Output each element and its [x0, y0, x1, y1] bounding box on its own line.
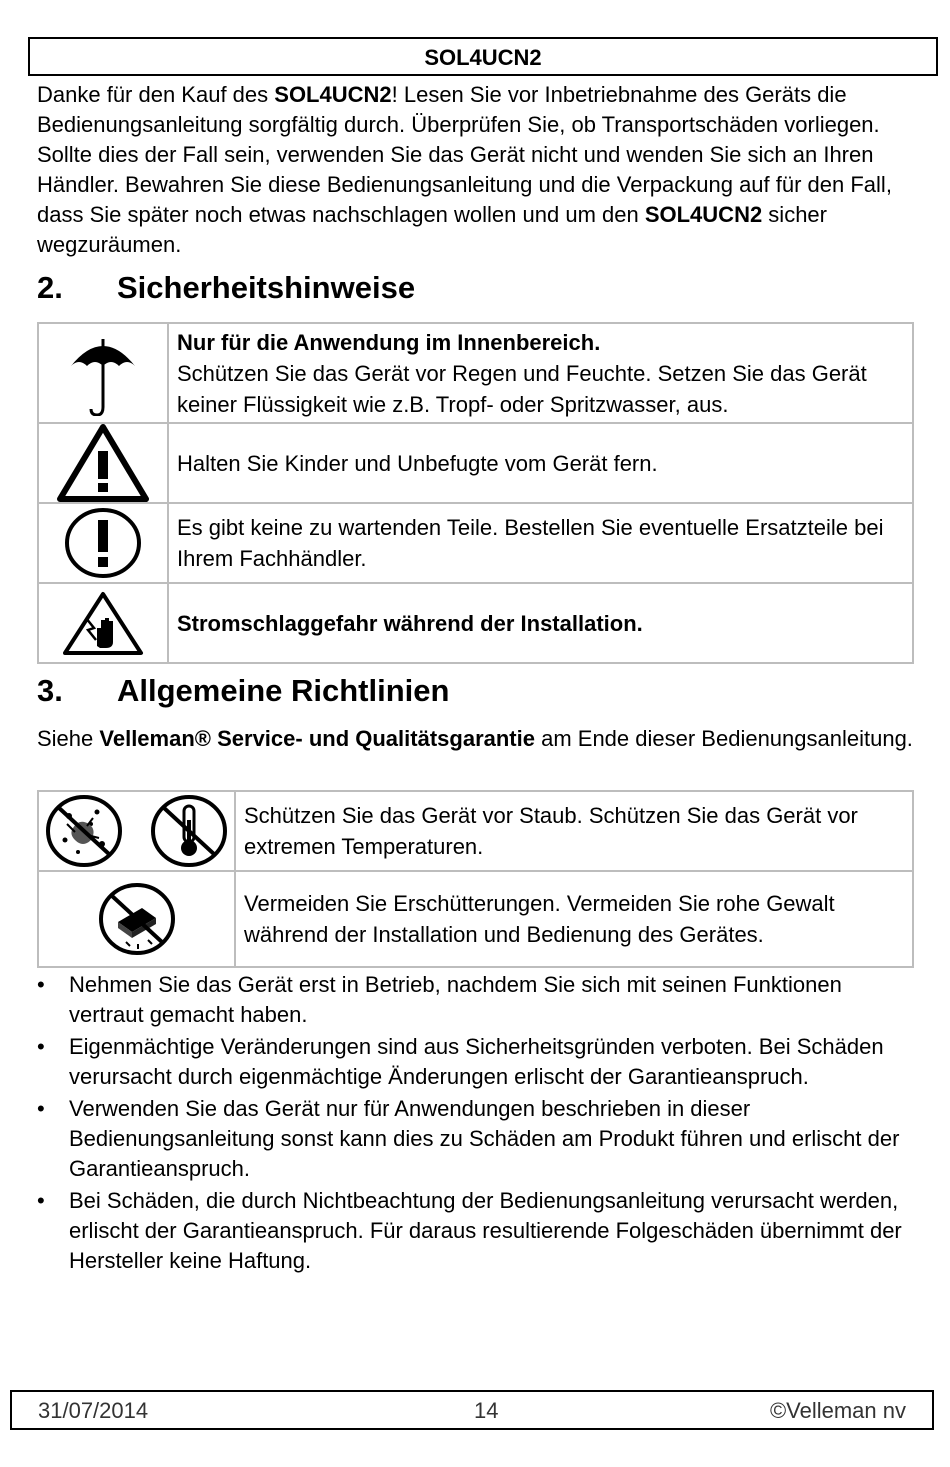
section-3-heading	[37, 673, 449, 709]
guideline-row	[38, 871, 913, 967]
general-guidelines-intro	[37, 724, 917, 754]
safety-table	[37, 322, 914, 664]
bullet-text: Verwenden Sie das Gerät nur für Anwendungen beschrieben in dieser Bedienungsanleitung sonst kann dies zu Schäden am Produkt führen und erlischt der Garantieanspruch.	[69, 1096, 900, 1181]
indoor-use-text: Schützen Sie das Gerät vor Regen und Feuchte. Setzen Sie das Gerät keiner Flüssigkeit wie z.B. Tropf- oder Spritzwasser, aus.	[177, 360, 867, 417]
intro-text-1: Danke für den Kauf des	[37, 82, 275, 107]
list-item	[37, 970, 917, 1030]
no-temperature-icon	[150, 794, 228, 868]
list-item	[37, 1032, 917, 1092]
intro-model-1: SOL4UCN2	[274, 82, 392, 107]
guideline-text-cell	[235, 791, 913, 871]
section-2-title: Sicherheitshinweise	[117, 270, 416, 305]
intro-text-2: ! Lesen Sie vor Inbetriebnahme des Geräts die Bedienungsanleitung sorgfältig durch. Überprüfen Sie, ob Transportschäden vorliegen. Sollte dies der Fall sein, verwenden Sie das Gerät nicht und wenden Sie sich an Ihren Händler. Bewahren Sie diese Bedienungsanleitung und die Verpackung auf für den Fall, dass Sie später noch etwas nachschlagen wollen und um den	[37, 82, 892, 227]
bullet-icon: •	[37, 1034, 45, 1059]
warranty-reference: Velleman® Service- und Qualitätsgarantie	[99, 726, 535, 751]
page-number: 14	[474, 1398, 499, 1423]
intro-text-3: sicher wegzuräumen.	[37, 202, 827, 257]
guidelines-bullet-list	[37, 970, 917, 1278]
document-header	[28, 37, 938, 76]
safety-text-cell	[168, 423, 913, 503]
safety-row	[38, 323, 913, 423]
bullet-icon: •	[37, 1096, 45, 1121]
umbrella-icon	[38, 323, 168, 423]
warning-triangle-icon	[38, 423, 168, 503]
guideline-icons-cell	[38, 791, 235, 871]
safety-text-cell	[168, 503, 913, 583]
guideline-row	[38, 791, 913, 871]
section-3-number: 3.	[37, 673, 63, 708]
list-item	[37, 1186, 917, 1276]
no-dust-icon	[45, 794, 123, 868]
safety-row	[38, 423, 913, 503]
footer-copyright: ©Velleman nv	[769, 1398, 906, 1423]
intro-paragraph	[37, 80, 927, 260]
children-warning-text: Halten Sie Kinder und Unbefugte vom Gerät fern.	[177, 450, 658, 476]
list-item	[37, 1094, 917, 1184]
guideline-text-cell	[235, 871, 913, 967]
section-3-title: Allgemeine Richtlinien	[117, 673, 450, 708]
safety-text-cell	[168, 323, 913, 423]
electric-shock-icon	[38, 583, 168, 663]
bullet-icon: •	[37, 972, 45, 997]
bullet-text: Eigenmächtige Veränderungen sind aus Sicherheitsgründen verboten. Bei Schäden verursacht durch eigenmächtige Änderungen erlischt der Garantieanspruch.	[69, 1034, 884, 1089]
no-shock-icon	[38, 871, 235, 967]
section-2-number: 2.	[37, 270, 63, 305]
safety-row	[38, 583, 913, 663]
no-serviceable-parts-text: Es gibt keine zu wartenden Teile. Bestellen Sie eventuelle Ersatzteile bei Ihrem Fachhändler.	[177, 515, 884, 571]
bullet-icon: •	[37, 1188, 45, 1213]
guidelines-table	[37, 790, 914, 968]
general-intro-post: am Ende dieser Bedienungsanleitung.	[534, 726, 913, 751]
dust-temperature-text: Schützen Sie das Gerät vor Staub. Schützen Sie das Gerät vor extremen Temperaturen.	[244, 803, 858, 859]
safety-row	[38, 503, 913, 583]
page-footer	[10, 1390, 934, 1430]
bullet-text: Nehmen Sie das Gerät erst in Betrieb, nachdem Sie sich mit seinen Funktionen vertraut gemacht haben.	[69, 972, 842, 1027]
exclamation-circle-icon	[38, 503, 168, 583]
footer-date: 31/07/2014	[38, 1398, 149, 1423]
bullet-text: Bei Schäden, die durch Nichtbeachtung der Bedienungsanleitung verursacht werden, erlischt der Garantieanspruch. Für daraus resultierende Folgeschäden übernimmt der Hersteller keine Haftung.	[69, 1188, 902, 1273]
model-title: SOL4UCN2	[424, 45, 542, 70]
intro-model-2: SOL4UCN2	[644, 202, 763, 227]
general-intro-pre: Siehe	[37, 726, 100, 751]
section-2-heading	[37, 270, 415, 306]
safety-text-cell	[168, 583, 913, 663]
vibration-text: Vermeiden Sie Erschütterungen. Vermeiden Sie rohe Gewalt während der Installation und Bedienung des Gerätes.	[244, 891, 835, 947]
indoor-use-title: Nur für die Anwendung im Innenbereich.	[177, 329, 601, 355]
electric-shock-warning-text: Stromschlaggefahr während der Installation.	[177, 610, 643, 636]
